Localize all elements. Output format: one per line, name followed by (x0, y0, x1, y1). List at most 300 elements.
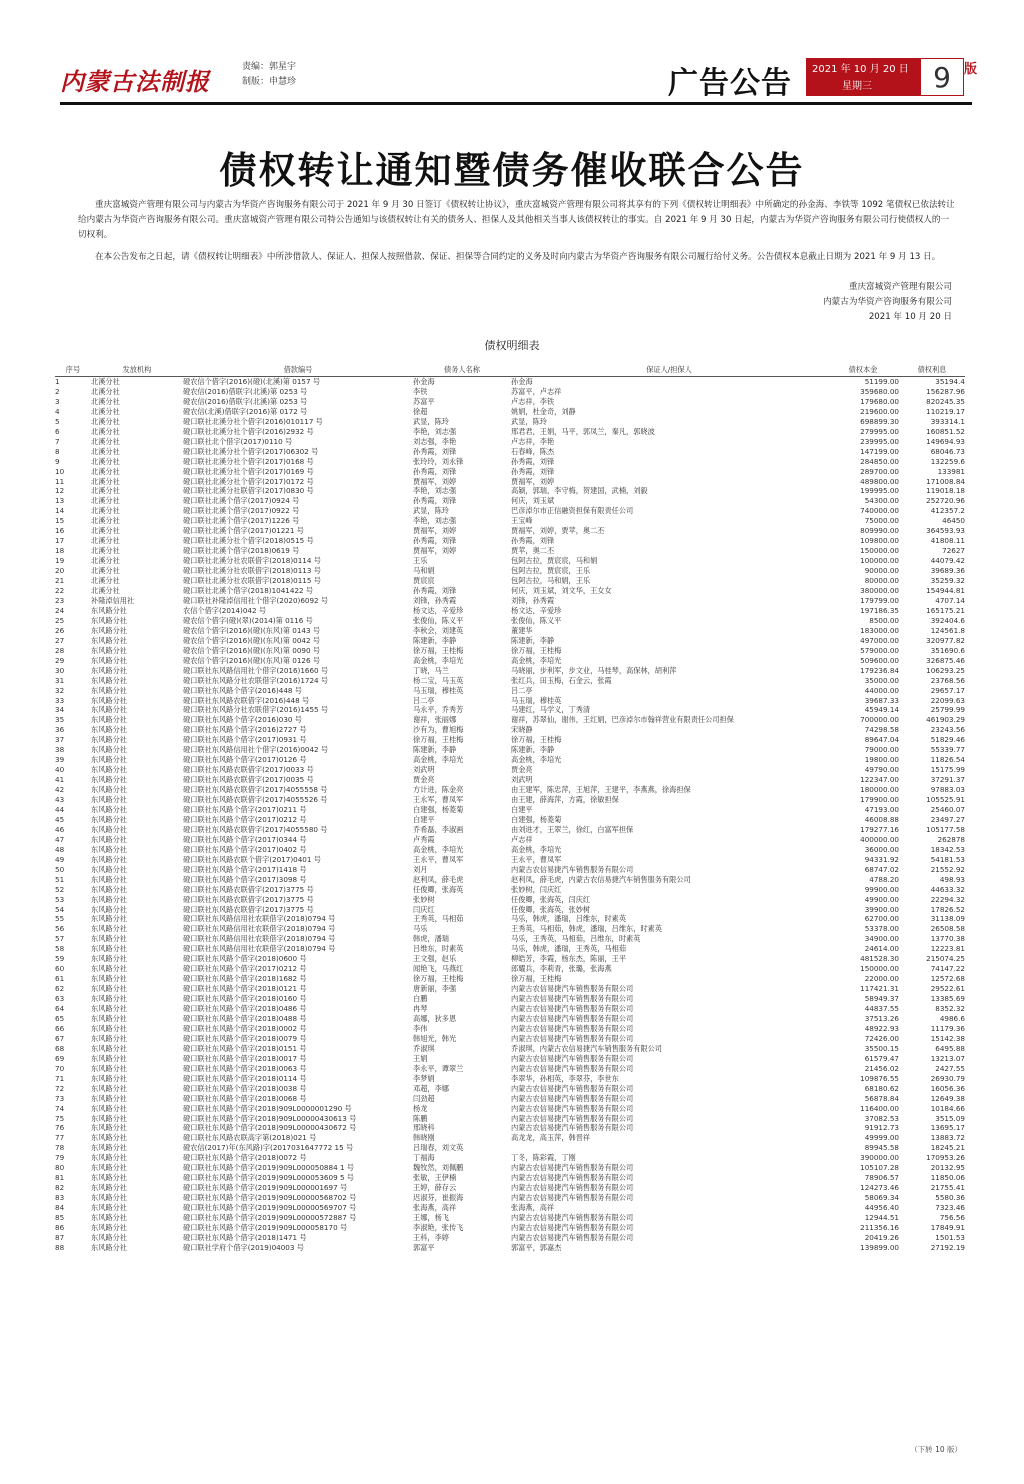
row-index-cell: 37 (55, 735, 65, 745)
interest-cell: 41808.11 (930, 536, 965, 546)
row-index-cell: 7 (55, 436, 60, 446)
issue-date: 2021 年 10 月 20 日 (812, 64, 909, 75)
row-index-cell: 56 (55, 924, 65, 934)
principal-cell: 89945.58 (864, 1143, 899, 1153)
issuer-cell: 东风路分社 (91, 1023, 127, 1033)
debtor-cell: 李淑艳，张传飞 (413, 1223, 464, 1233)
loan-number-cell: 磴口联社北溪分社个借字(2016)2932 号 (183, 426, 314, 436)
guarantor-cell: 姚娟，杜金奇，刘静 (511, 406, 576, 416)
guarantor-cell: 吕二亭 (511, 685, 533, 695)
loan-number-cell: 磴口联社东风路个借字(2017)0344 号 (183, 834, 307, 844)
issuer-cell: 东风路分社 (91, 735, 127, 745)
row-index-cell: 85 (55, 1213, 65, 1223)
guarantor-cell: 由王建，薛海萍，方霞，徐敏担保 (511, 795, 619, 805)
debtor-cell: 刘志强，李艳 (413, 436, 457, 446)
interest-cell: 18342.53 (930, 844, 965, 854)
table-header-row (55, 363, 965, 377)
guarantor-cell: 内蒙古农信易捷汽车销售服务有限公司 (511, 1223, 634, 1233)
row-index-cell: 18 (55, 546, 65, 556)
principal-cell: 289700.00 (860, 466, 899, 476)
row-index-cell: 55 (55, 914, 65, 924)
interest-cell: 13695.17 (930, 1123, 965, 1133)
debtor-cell: 孙金海 (413, 377, 435, 386)
table-row (55, 417, 965, 427)
interest-cell: 13883.72 (930, 1133, 965, 1143)
loan-number-cell: 磴口联社东风路个借字(2018)1682 号 (183, 974, 307, 984)
table-row (55, 1193, 965, 1203)
continued-note: （下转 10 版） (910, 1445, 962, 1454)
interest-cell: 27192.19 (930, 1242, 965, 1252)
guarantor-cell: 孙秀霞，刘锋 (511, 536, 555, 546)
principal-cell: 44837.55 (864, 1004, 899, 1014)
debtor-cell: 贾福军，刘婷 (413, 546, 457, 556)
principal-cell: 68180.62 (864, 1083, 899, 1093)
table-row (55, 526, 965, 536)
table-row (55, 457, 965, 467)
loan-number-cell: 磴口联社东风路个借字(2016)030 号 (183, 715, 302, 725)
loan-number-cell: 磴口联社东风路个借字(2018)0002 号 (183, 1023, 307, 1033)
loan-number-cell: 磴口联社东风路个借字(2016)448 号 (183, 685, 302, 695)
debtor-cell: 李秋会，刘建英 (413, 625, 464, 635)
debtor-cell: 孙秀霞，刘锋 (413, 496, 457, 506)
guarantor-cell: 高金桃，李培光 (511, 655, 562, 665)
interest-cell: 13385.69 (930, 994, 965, 1004)
principal-cell: 89647.04 (864, 735, 899, 745)
interest-cell: 170953.26 (926, 1153, 965, 1163)
principal-cell: 39687.33 (864, 695, 899, 705)
principal-cell: 45949.14 (864, 705, 899, 715)
row-index-cell: 14 (55, 506, 65, 516)
debtor-cell: 贾福军，刘婷 (413, 526, 457, 536)
loan-number-cell: 磴口联社东风路个借字(2018)0486 号 (183, 1004, 307, 1014)
interest-cell: 756.56 (939, 1213, 965, 1223)
row-index-cell: 51 (55, 874, 65, 884)
guarantor-cell: 王永平，曹凤军 (511, 854, 562, 864)
loan-number-cell: 磴口联社北溪分社个借字(2017)0172 号 (183, 476, 314, 486)
guarantor-cell: 陈建新，李静 (511, 745, 555, 755)
loan-number-cell: 磴口联社东风路个借字(2018)909L0000001290 号 (183, 1103, 352, 1113)
loan-number-cell: 磴口联社北溪分社农联借字(2018)0114 号 (183, 556, 321, 566)
loan-number-cell: 磴口联社东风路个借字(2018)909L00000430672 号 (183, 1123, 357, 1133)
debtor-cell: 吕二亭 (413, 695, 435, 705)
debtor-cell: 谢祥，张丽娜 (413, 715, 457, 725)
issuer-cell: 东风路分社 (91, 814, 127, 824)
table-row (55, 606, 965, 616)
interest-cell: 149694.93 (926, 436, 965, 446)
principal-cell: 390000.00 (860, 1153, 899, 1163)
debtor-cell: 吕维东，时素英 (413, 944, 464, 954)
guarantor-cell: 内蒙古农信易捷汽车销售服务有限公司 (511, 1183, 634, 1193)
issuer-cell: 东风路分社 (91, 1183, 127, 1193)
row-index-cell: 21 (55, 576, 65, 586)
row-index-cell: 80 (55, 1163, 65, 1173)
table-row (55, 994, 965, 1004)
row-index-cell: 71 (55, 1073, 65, 1083)
guarantor-cell: 宋晓静 (511, 725, 533, 735)
principal-cell: 74298.58 (864, 725, 899, 735)
table-row (55, 944, 965, 954)
row-index-cell: 20 (55, 566, 65, 576)
principal-cell: 150000.00 (860, 546, 899, 556)
row-index-cell: 36 (55, 725, 65, 735)
header-index: 序号 (55, 363, 91, 377)
table-title: 债权明细表 (484, 339, 540, 352)
guarantor-cell: 由王建军，陈忠萍，王旭萍，王建平，李燕燕，徐海担保 (511, 785, 691, 795)
row-index-cell: 43 (55, 795, 65, 805)
table-row (55, 755, 965, 765)
loan-number-cell: 磴口联社东风路个借字(2018)0079 号 (183, 1033, 307, 1043)
debtor-cell: 韩虎，潘瑞 (413, 934, 449, 944)
table-row (55, 1024, 965, 1034)
interest-cell: 29657.17 (930, 685, 965, 695)
row-index-cell: 72 (55, 1083, 65, 1093)
loan-number-cell: 磴口联社东风路个借字(2018)0038 号 (183, 1083, 307, 1093)
loan-number-cell: 磴农信个借字(2016)(磴)(东风)第 0042 号 (183, 635, 321, 645)
guarantor-cell: 孙秀霞，刘锋 (511, 456, 555, 466)
debtor-cell: 赵利凤，薛毛虎 (413, 874, 464, 884)
issuer-cell: 东风路分社 (91, 834, 127, 844)
row-index-cell: 75 (55, 1113, 65, 1123)
table-row (55, 1243, 965, 1253)
interest-cell: 26508.58 (930, 924, 965, 934)
interest-cell: 6495.88 (935, 1043, 965, 1053)
principal-cell: 124273.46 (860, 1183, 899, 1193)
debtor-cell: 任俊卿，张海英 (413, 884, 464, 894)
table-row (55, 895, 965, 905)
guarantor-cell: 郎耀兵，李莉青，张璐，张海燕 (511, 964, 612, 974)
issuer-cell: 补隆淖信用社 (91, 595, 135, 605)
table-row (55, 616, 965, 626)
producer-credit: 制版：申慧珍 (242, 77, 297, 87)
row-index-cell: 9 (55, 456, 60, 466)
loan-number-cell: 磴口联社东风路个借字(2017)0931 号 (183, 735, 307, 745)
guarantor-cell: 孙秀霞，刘锋 (511, 466, 555, 476)
loan-number-cell: 磴口联社东风路个借字(2018)0121 号 (183, 984, 307, 994)
issuer-cell: 北溪分社 (91, 516, 120, 526)
principal-cell: 150000.00 (860, 964, 899, 974)
row-index-cell: 77 (55, 1133, 65, 1143)
principal-cell: 4788.20 (869, 874, 899, 884)
interest-cell: 20132.95 (930, 1163, 965, 1173)
row-index-cell: 73 (55, 1093, 65, 1103)
table-row (55, 656, 965, 666)
debtor-cell: 李艳，刘志强 (413, 516, 457, 526)
interest-cell: 35194.4 (935, 377, 965, 386)
loan-number-cell: 磴口联社北个借字(2017)0110 号 (183, 436, 293, 446)
guarantor-cell: 徐万福，王桂梅 (511, 645, 562, 655)
guarantor-cell: 赵利凤，薛毛虎，内蒙古农信易捷汽车销售服务有限公司 (511, 874, 691, 884)
interest-cell: 23768.56 (930, 675, 965, 685)
debtor-cell: 刘武明 (413, 765, 435, 775)
loan-number-cell: 磴口联社东风路个借字(2019)909L00000568702 号 (183, 1193, 357, 1203)
debtor-cell: 迟淑芬，崔振海 (413, 1193, 464, 1203)
row-index-cell: 50 (55, 864, 65, 874)
interest-cell: 21755.41 (930, 1183, 965, 1193)
interest-cell: 25799.99 (930, 705, 965, 715)
page-label: 版 (964, 62, 978, 77)
interest-cell: 133981 (937, 466, 965, 476)
principal-cell: 12944.51 (864, 1213, 899, 1223)
issuer-cell: 东风路分社 (91, 745, 127, 755)
guarantor-cell: 卢志祥 (511, 834, 533, 844)
signatory-1: 重庆富城资产管理有限公司 (848, 282, 952, 292)
table-row (55, 686, 965, 696)
row-index-cell: 17 (55, 536, 65, 546)
editor-credit: 责编：郭星宇 (242, 62, 297, 72)
interest-cell: 12223.81 (930, 944, 965, 954)
interest-cell: 820245.35 (926, 396, 965, 406)
debtor-cell: 武显，陈玲 (413, 506, 449, 516)
debtor-cell: 李梦娟 (413, 1073, 435, 1083)
debtor-cell: 王婷，薛存云 (413, 1183, 457, 1193)
principal-cell: 116400.00 (860, 1103, 899, 1113)
interest-cell: 215074.25 (926, 954, 965, 964)
table-row (55, 1074, 965, 1084)
guarantor-cell: 内蒙古农信易捷汽车销售服务有限公司 (511, 994, 634, 1004)
debtor-cell: 贾宸宸 (413, 576, 435, 586)
debtor-cell: 方计进，陈金亮 (413, 785, 464, 795)
issuer-cell: 东风路分社 (91, 934, 127, 944)
row-index-cell: 39 (55, 755, 65, 765)
debtor-cell: 乔淑琪 (413, 1043, 435, 1053)
issuer-cell: 东风路分社 (91, 795, 127, 805)
header-debtor: 债务人名称 (413, 363, 511, 377)
debtor-cell: 白建平 (413, 814, 435, 824)
interest-cell: 17849.91 (930, 1223, 965, 1233)
table-row (55, 795, 965, 805)
principal-cell: 35000.00 (864, 675, 899, 685)
loan-number-cell: 磴口联社北溪分社个借字(2017)0169 号 (183, 466, 314, 476)
issuer-cell: 北溪分社 (91, 546, 120, 556)
guarantor-cell: 徐万福，王桂梅 (511, 735, 562, 745)
table-row (55, 556, 965, 566)
debtor-cell: 刘月 (413, 864, 428, 874)
interest-cell: 11179.36 (930, 1023, 965, 1033)
debtor-cell: 高金桃，李培光 (413, 655, 464, 665)
loan-number-cell: 磴口联社东风路信用社个借字(2016)1660 号 (183, 665, 329, 675)
table-row (55, 676, 965, 686)
guarantor-cell: 苏富平，卢志祥 (511, 386, 562, 396)
issuer-cell: 东风路分社 (91, 954, 127, 964)
loan-number-cell: 磴口联社东风路个借字(2018)0600 号 (183, 954, 307, 964)
debtor-cell: 丁福海 (413, 1153, 435, 1163)
debtor-cell: 杨龙 (413, 1103, 428, 1113)
table-row (55, 397, 965, 407)
debtor-cell: 白鹏 (413, 994, 428, 1004)
table-row (55, 1223, 965, 1233)
interest-cell: 97883.03 (930, 785, 965, 795)
notice-paragraph-1: 重庆富城资产管理有限公司与内蒙古为华资产咨询服务有限公司于 2021 年 9 月 30 日签订《债权转让协议》，重庆富城资产管理有限公司将其享有的下列《债权转让明细表》中所确定的孙金海、李铁等 1092 笔债权已依法转让给内蒙古为华资产咨询服务有限公司。重庆富城资产管理有限公司特公告通知与该债权转让有关的债务人、担保人及其他相关当事人该债权转让的事实。自 2021 年 9 月 30 日起，内蒙古为华资产咨询服务有限公司行使债权人的一切权利。 (78, 200, 955, 240)
principal-cell: 117421.31 (860, 984, 899, 994)
issuer-cell: 东风路分社 (91, 715, 127, 725)
table-row (55, 934, 965, 944)
table-row (55, 775, 965, 785)
table-row (55, 1004, 965, 1014)
table-row (55, 924, 965, 934)
loan-number-cell: 磴口联社东风路信用社农联借字(2018)0794 号 (183, 944, 336, 954)
loan-number-cell: 磴农信个借字(2016)(磴)(东风)第 0126 号 (183, 655, 321, 665)
issuer-cell: 东风路分社 (91, 1113, 127, 1123)
principal-cell: 24614.00 (864, 944, 899, 954)
issuer-cell: 东风路分社 (91, 914, 127, 924)
table-row (55, 467, 965, 477)
issuer-cell: 东风路分社 (91, 785, 127, 795)
loan-number-cell: 磴口联社东风路农联借字(2017)4055580 号 (183, 824, 328, 834)
principal-cell: 179680.00 (860, 396, 899, 406)
loan-number-cell: 磴农信个借字(2016)(磴)(东风)第 0143 号 (183, 625, 321, 635)
table-row (55, 954, 965, 964)
interest-cell: 4986.6 (939, 1014, 965, 1023)
guarantor-cell: 贾金亮 (511, 765, 533, 775)
debtor-cell: 张海燕，高祥 (413, 1203, 457, 1213)
loan-number-cell: 磴口联社北溪个借字(2017)1226 号 (183, 516, 300, 526)
interest-cell: 15175.99 (930, 765, 965, 775)
guarantor-cell: 内蒙古农信易捷汽车销售服务有限公司 (511, 1033, 634, 1043)
interest-cell: 44633.32 (930, 884, 965, 894)
row-index-cell: 30 (55, 665, 65, 675)
guarantor-cell: 邢君君，王娟，马平，郭凤兰，秦凡，郭晓波 (511, 426, 655, 436)
table-row (55, 964, 965, 974)
guarantor-cell: 高颖，郭瑞，李守梅，贺建国，武楠，刘毅 (511, 486, 648, 496)
table-row (55, 636, 965, 646)
interest-cell: 8352.32 (935, 1004, 965, 1014)
interest-cell: 37291.37 (930, 775, 965, 785)
principal-cell: 54300.00 (864, 496, 899, 506)
debtor-cell: 徐万福，王桂梅 (413, 735, 464, 745)
loan-number-cell: 磴口联社东风路个借字(2017)0211 号 (183, 804, 307, 814)
issuer-cell: 东风路分社 (91, 695, 127, 705)
interest-cell: 461903.29 (926, 715, 965, 725)
debtor-cell: 武显，陈玲 (413, 416, 449, 426)
table-row (55, 984, 965, 994)
table-row (55, 546, 965, 556)
loan-number-cell: 磴口联社学府个借字(2019)04003 号 (183, 1242, 304, 1252)
interest-cell: 55339.77 (930, 745, 965, 755)
principal-cell: 481528.30 (860, 954, 899, 964)
table-row (55, 377, 965, 387)
guarantor-cell: 内蒙古农信易捷汽车销售服务有限公司 (511, 984, 634, 994)
principal-cell: 698899.30 (860, 416, 899, 426)
guarantor-cell: 卢志祥，李艳 (511, 436, 555, 446)
loan-number-cell: 磴口联社东风路个借字(2017)0402 号 (183, 844, 307, 854)
interest-cell: 15142.38 (930, 1033, 965, 1043)
principal-cell: 183000.00 (860, 625, 899, 635)
principal-cell: 58949.37 (864, 994, 899, 1004)
issuer-cell: 东风路分社 (91, 944, 127, 954)
loan-number-cell: 磴农信个借字(磴)(翠)(2014)第 0116 号 (183, 615, 313, 625)
loan-number-cell: 磴口联社东风路分社农联借字(2016)1455 号 (183, 705, 329, 715)
loan-number-cell: 磴口联社东风路个借字(2018)0114 号 (183, 1073, 307, 1083)
newspaper-logo: 内蒙古法制报 (60, 67, 210, 96)
loan-number-cell: 磴口联社北溪分社联借字(2017)0830 号 (183, 486, 314, 496)
debtor-cell: 张敏，王伊楠 (413, 1173, 457, 1183)
interest-cell: 16056.36 (930, 1083, 965, 1093)
interest-cell: 351690.6 (930, 645, 965, 655)
issuer-cell: 东风路分社 (91, 1123, 127, 1133)
interest-cell: 10184.66 (930, 1103, 965, 1113)
row-index-cell: 3 (55, 396, 60, 406)
guarantor-cell: 贾福军，刘婷，贾苹，奥二丕 (511, 526, 605, 536)
row-index-cell: 38 (55, 745, 65, 755)
interest-cell: 498.93 (939, 874, 965, 884)
principal-cell: 380000.00 (860, 586, 899, 596)
interest-cell: 132259.6 (930, 456, 965, 466)
principal-cell: 75000.00 (864, 516, 899, 526)
principal-cell: 91912.73 (864, 1123, 899, 1133)
debtor-cell: 王文强，赵乐 (413, 954, 457, 964)
loan-number-cell: 磴口联社东风路个借字(2017)1418 号 (183, 864, 307, 874)
interest-cell: 165175.21 (926, 605, 965, 615)
table-row (55, 865, 965, 875)
debtor-cell: 王乐 (413, 556, 428, 566)
table-row (55, 1094, 965, 1104)
interest-cell: 13213.07 (930, 1053, 965, 1063)
guarantor-cell: 柳皓芳，李霞，杨东杰，陈丽，王平 (511, 954, 627, 964)
principal-cell: 36000.00 (864, 844, 899, 854)
principal-cell: 58069.34 (864, 1193, 899, 1203)
principal-cell: 100000.00 (860, 556, 899, 566)
table-row (55, 845, 965, 855)
row-index-cell: 74 (55, 1103, 65, 1113)
table-row (55, 1123, 965, 1133)
row-index-cell: 86 (55, 1223, 65, 1233)
loan-number-cell: 磴口联社东风路农联借字(2017)3775 号 (183, 904, 314, 914)
row-index-cell: 12 (55, 486, 65, 496)
issuer-cell: 北溪分社 (91, 466, 120, 476)
debtor-cell: 乔希磊，李淑画 (413, 824, 464, 834)
debtor-cell: 李永平，谭翠兰 (413, 1063, 464, 1073)
guarantor-cell: 内蒙古农信易捷汽车销售服务有限公司 (511, 1083, 634, 1093)
debtor-cell: 闻艳飞，马燕红 (413, 964, 464, 974)
principal-cell: 279995.00 (860, 426, 899, 436)
principal-cell: 809990.00 (860, 526, 899, 536)
interest-cell: 68046.73 (930, 446, 965, 456)
principal-cell: 68747.02 (864, 864, 899, 874)
principal-cell: 44956.40 (864, 1203, 899, 1213)
loan-number-cell: 磴口联社北溪个借字(2018)1041422 号 (183, 586, 314, 596)
debtor-cell: 陈建新，李静 (413, 745, 457, 755)
loan-number-cell: 磴口联社东风路个借字(2018)0151 号 (183, 1043, 307, 1053)
guarantor-cell: 王秀英，马相茹，韩虎，潘瑞，吕维东，时素英 (511, 924, 662, 934)
interest-cell: 31138.09 (930, 914, 965, 924)
row-index-cell: 42 (55, 785, 65, 795)
table-row (55, 1133, 965, 1143)
principal-cell: 39900.00 (864, 904, 899, 914)
loan-number-cell: 磴口联社东风路个借字(2018)0017 号 (183, 1053, 307, 1063)
issuer-cell: 东风路分社 (91, 725, 127, 735)
row-index-cell: 79 (55, 1153, 65, 1163)
loan-number-cell: 磴口联社东风路个借字(2018)0063 号 (183, 1063, 307, 1073)
row-index-cell: 87 (55, 1232, 65, 1242)
loan-number-cell: 磴口联社东风路个借字(2017)0212 号 (183, 964, 307, 974)
debtor-cell: 徐万福，王桂梅 (413, 645, 464, 655)
row-index-cell: 16 (55, 526, 65, 536)
guarantor-cell: 由刘进才，王翠兰，徐红，白富军担保 (511, 824, 634, 834)
guarantor-cell: 张海燕，高祥 (511, 1203, 555, 1213)
principal-cell: 211356.16 (860, 1223, 899, 1233)
issuer-cell: 北溪分社 (91, 406, 120, 416)
principal-cell: 147199.00 (860, 446, 899, 456)
debtor-cell: 唐新丽，李强 (413, 984, 457, 994)
principal-cell: 48922.93 (864, 1023, 899, 1033)
issuer-cell: 东风路分社 (91, 705, 127, 715)
guarantor-cell: 刘武明 (511, 775, 533, 785)
issuer-cell: 东风路分社 (91, 1173, 127, 1183)
table-row (55, 1084, 965, 1094)
interest-cell: 72627 (942, 546, 965, 556)
loan-number-cell: 磴口联社东风路个借字(2018)0160 号 (183, 994, 307, 1004)
row-index-cell: 11 (55, 476, 65, 486)
